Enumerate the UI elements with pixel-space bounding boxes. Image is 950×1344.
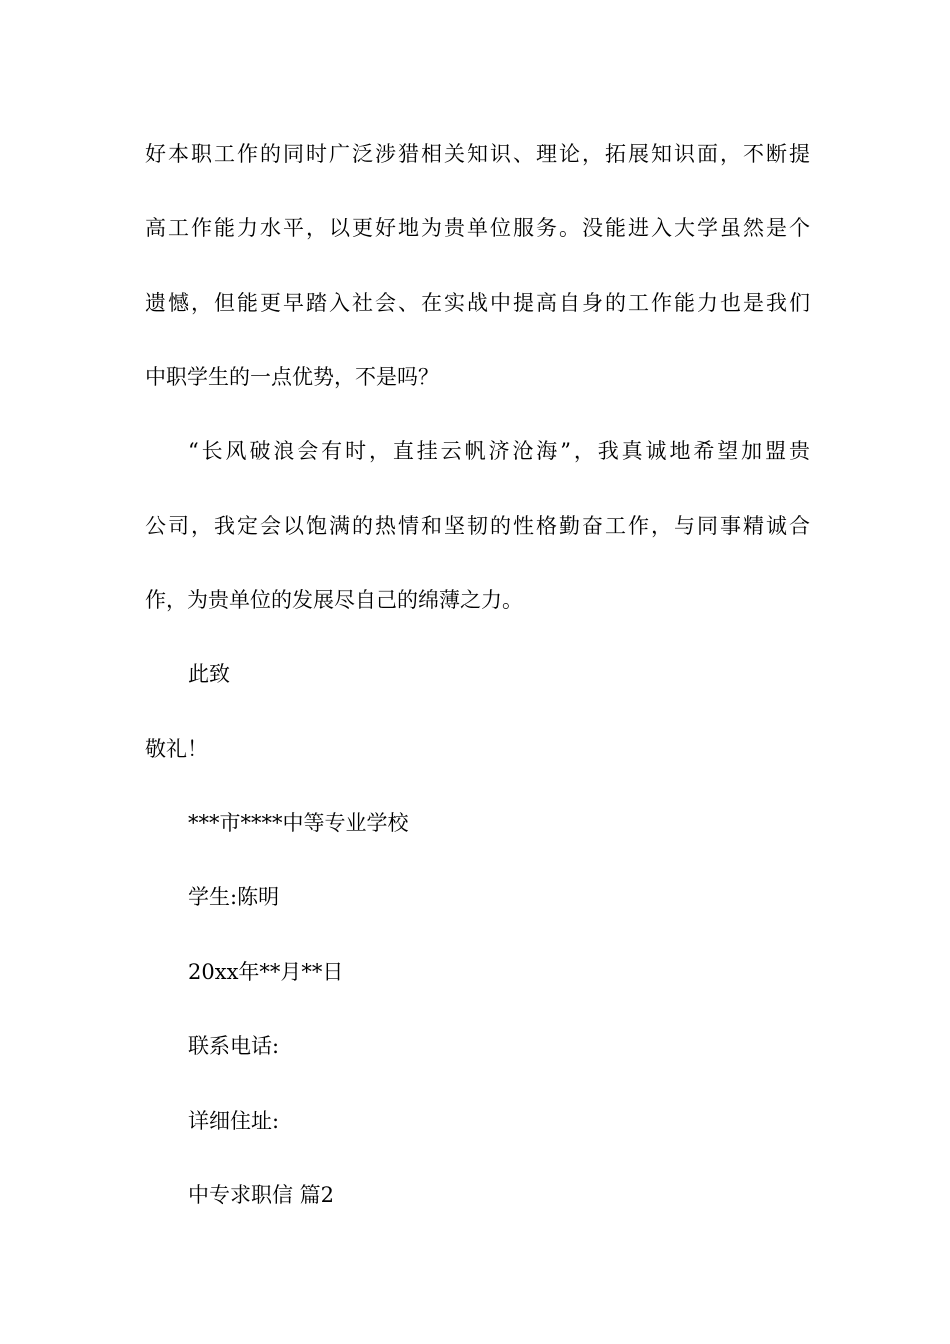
signature-phone: 联系电话: <box>188 1034 280 1058</box>
signature-address: 详细住址: <box>188 1109 280 1133</box>
quote-line-2: 公司，我定会以饱满的热情和坚韧的性格勤奋工作，与同事精诚合 <box>145 514 810 538</box>
closing-greeting: 此致 <box>188 662 230 686</box>
signature-date: 20xx年**月**日 <box>188 960 344 984</box>
body-line-3: 遗憾，但能更早踏入社会、在实战中提高自身的工作能力也是我们 <box>145 291 810 315</box>
next-section-heading: 中专求职信 篇2 <box>188 1183 335 1207</box>
signature-student: 学生:陈明 <box>188 885 280 909</box>
body-line-2: 高工作能力水平，以更好地为贵单位服务。没能进入大学虽然是个 <box>145 216 810 240</box>
quote-line-1: “长风破浪会有时，直挂云帆济沧海”，我真诚地希望加盟贵 <box>188 439 810 463</box>
closing-salute: 敬礼！ <box>145 737 208 761</box>
body-line-4: 中职学生的一点优势，不是吗？ <box>145 365 439 389</box>
body-line-1: 好本职工作的同时广泛涉猎相关知识、理论，拓展知识面，不断提 <box>145 142 810 166</box>
quote-line-3: 作，为贵单位的发展尽自己的绵薄之力。 <box>145 588 523 612</box>
signature-school: ***市****中等专业学校 <box>188 811 409 835</box>
